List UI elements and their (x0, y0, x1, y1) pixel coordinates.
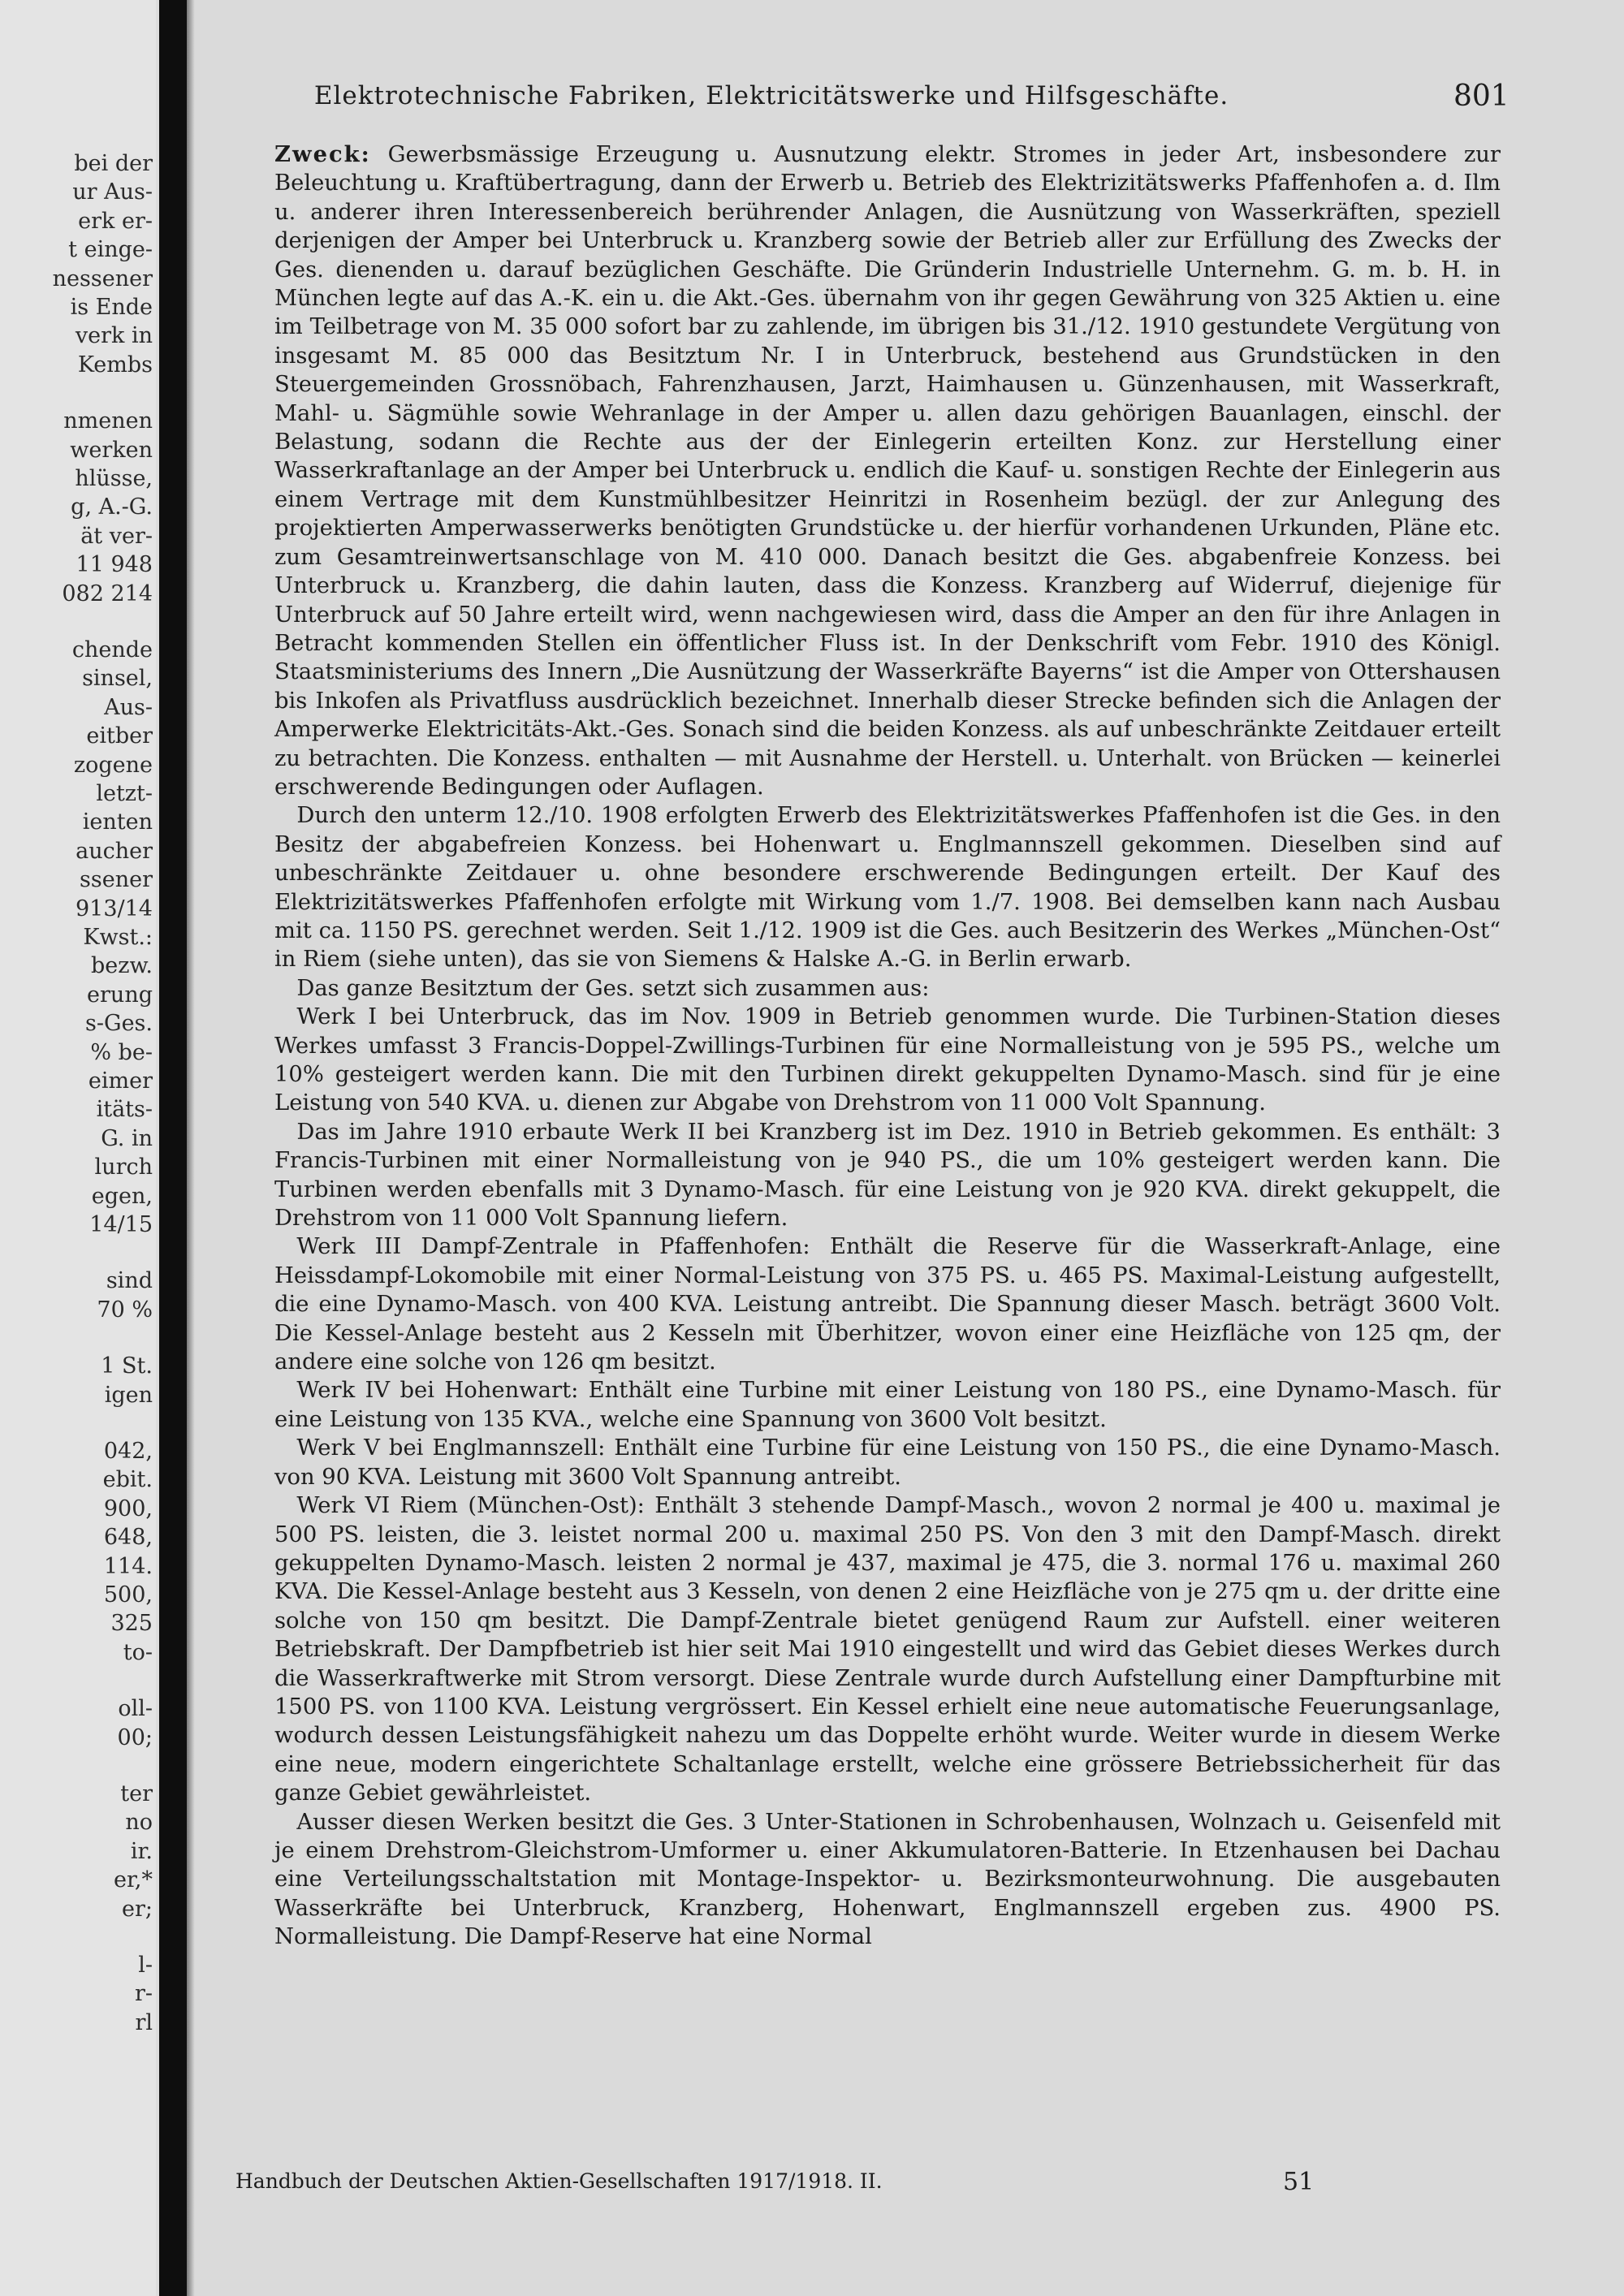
left-page-fragment: aucher (76, 838, 153, 864)
gutter-shadow (187, 0, 195, 2296)
left-page-fragment: 114. (103, 1553, 153, 1579)
left-page-fragment: nmenen (63, 408, 153, 434)
left-page-fragment: 648, (103, 1525, 153, 1551)
left-page-fragment: 042, (103, 1439, 153, 1464)
left-page-fragment: sind (106, 1268, 153, 1294)
paragraph-text: Gewerbsmässige Erzeugung u. Ausnutzung elektr. Stromes in jeder Art, insbesondere zur Beleuchtung u. Kraftübertragung, dann der Erwerb u. Betrieb des Elektrizitätswerks Pfaffenhofen a. d. Ilm u. anderer ihren Interessenbereich berührender Anlagen, die Ausnützung von Wasserkräften, speziell derjenigen der Amper bei Unterbruck u. Kranzberg sowie der Betrieb aller zur Erfüllung des Zwecks der Ges. dienenden u. darauf bezüglichen Geschäfte. Die Gründerin Industrielle Unternehm. G. m. b. H. in München legte auf das A.-K. ein u. die Akt.-Ges. übernahm von ihr gegen Gewährung von 325 Aktien u. eine im Teilbetrage von M. 35 000 sofort bar zu zahlende, im übrigen bis 31./12. 1910 gestundete Vergütung von insgesamt M. 85 000 das Besitztum Nr. I in Unterbruck, bestehend aus Grundstücken in den Steuergemeinden Grossnöbach, Fahrenzhausen, Jarzt, Haimhausen u. Günzenhausen, mit Wasserkraft, Mahl- u. Sägmühle sowie Wehranlage in der Amper u. allen dazu gehörigen Bauanlagen, einschl. der Belastung, sodann die Rechte aus der der Einlegerin erteilten Konz. zur Herstellung einer Wasserkraftanlage an der Amper bei Unterbruck u. endlich die Kauf- u. sonstigen Rechte der Einlegerin aus einem Vertrage mit dem Kunstmühlbesitzer Heinritzi in Rosenheim bezügl. der zur Anlegung des projektierten Amperwasserwerks benötigten Grundstücke u. der hierfür vorhandenen Urkunden, Pläne etc. zum Gesamtreinwertsanschlage von M. 410 000. Danach besitzt die Ges. abgabenfreie Konzess. bei Unterbruck u. Kranzberg, die dahin lauten, dass die Konzess. Kranzberg auf Widerruf, diejenige für Unterbruck auf 50 Jahre erteilt wird, wenn nachgewiesen wird, dass die Amper an den für ihre Anlagen in Betracht kommenden Stellen ein öffentlicher Fluss ist. In der Denkschrift vom Febr. 1910 des Königl. Staatsministeriums des Innern „Die Ausnützung der Wasserkräfte Bayerns“ ist die Amper von Ottershausen bis Inkofen als Privatfluss ausdrücklich bezeichnet. Innerhalb dieser Strecke befinden sich die Anlagen der Amperwerke Elektricitäts-Akt.-Ges. Sonach sind die beiden Konzess. als auf unbeschränkte Zeitdauer erteilt zu betrachten. Die Konzess. enthalten — mit Ausnahme der Herstell. u. Unterhalt. von Brücken — keinerlei erschwerende Bedingungen oder Auflagen. (274, 142, 1501, 800)
left-page-fragment: erung (87, 982, 153, 1008)
left-page-fragment: g, A.-G. (71, 494, 153, 520)
left-page-strip (0, 0, 156, 2296)
left-page-fragment: ät ver- (80, 523, 153, 549)
left-page-fragment: rl (135, 2009, 153, 2035)
footer-source: Handbuch der Deutschen Aktien-Gesellschaften 1917/1918. II. (235, 2169, 883, 2193)
left-page-fragment: 913/14 (76, 896, 153, 921)
left-page-fragment: 00; (117, 1724, 153, 1750)
left-page-fragment: 325 (110, 1611, 153, 1637)
left-page-fragment: verk in (75, 323, 153, 349)
left-page-fragment: werken (70, 437, 153, 463)
paragraph: Werk V bei Englmannszell: Enthält eine Turbine für eine Leistung von 150 PS., die eine Dynamo-Masch. von 90 KVA. Leistung mit 3600 Volt Spannung antreibt. (274, 1435, 1501, 1490)
left-page-fragment: 500, (103, 1582, 153, 1608)
left-page-fragment: egen, (91, 1183, 153, 1209)
left-page-fragment: Kembs (77, 352, 153, 378)
running-head: Elektrotechnische Fabriken, Elektricitätswerke und Hilfsgeschäfte. (313, 81, 1229, 110)
paragraph: Werk IV bei Hohenwart: Enthält eine Turbine mit einer Leistung von 180 PS., eine Dynamo-Masch. für eine Leistung von 135 KVA., welche eine Spannung von 3600 Volt besitzt. (274, 1378, 1501, 1432)
left-page-fragment: itäts- (96, 1097, 153, 1123)
left-page-fragment: lurch (94, 1154, 153, 1180)
left-page-fragment: bei der (74, 151, 153, 176)
left-page-fragment: eimer (88, 1068, 153, 1094)
paragraph: Durch den unterm 12./10. 1908 erfolgten Erwerb des Elektrizitätswerkes Pfaffenhofen ist die Ges. in den Besitz der abgabefreien Konzess. bei Hohenwart u. Englmannszell gekommen. Dieselben sind auf unbeschränkte Zeitdauer u. ohne besondere erschwerende Bedingungen erteilt. Der Kauf des Elektrizitätswerkes Pfaffenhofen erfolgte mit Wirkung vom 1./7. 1908. Bei demselben kann nach Ausbau mit ca. 1150 PS. gerechnet werden. Seit 1./12. 1909 ist die Ges. auch Besitzerin des Werkes „München-Ost“ in Riem (siehe unten), das sie von Siemens & Halske A.-G. in Berlin erwarb. (274, 803, 1501, 973)
left-page-fragment: 70 % (97, 1297, 153, 1323)
left-page-fragment: hlüsse, (75, 466, 153, 491)
left-page-fragment: % be- (90, 1039, 153, 1065)
book-gutter (159, 0, 187, 2296)
paragraph: Das im Jahre 1910 erbaute Werk II bei Kranzberg ist im Dez. 1910 in Betrieb gekommen. Es enthält: 3 Francis-Turbinen mit einer Normalleistung von je 940 PS., die um 10% gesteigert werden kann. Die Turbinen werden ebenfalls mit 3 Dynamo-Masch. für eine Leistung von je 920 KVA. direkt gekuppelt, die Drehstrom von 11 000 Volt Spannung liefern. (274, 1119, 1501, 1232)
left-page-fragment: Kwst.: (83, 925, 153, 950)
left-page-fragment: t einge- (68, 237, 153, 263)
left-page-fragment: r- (134, 1981, 153, 2007)
left-page-fragment: ssener (80, 867, 153, 893)
left-page-fragment: 11 948 (76, 552, 153, 578)
zweck-label: Zweck: (274, 141, 371, 167)
left-page-fragment: no (125, 1810, 153, 1836)
left-page-fragment: igen (104, 1382, 153, 1408)
left-page-fragment: 900, (103, 1495, 153, 1521)
paragraph: Werk I bei Unterbruck, das im Nov. 1909 in Betrieb genommen wurde. Die Turbinen-Station dieses Werkes umfasst 3 Francis-Doppel-Zwillings-Turbinen für eine Normalleistung von je 595 PS., welche um 10% gesteigert werden kann. Die mit den Turbinen direkt gekuppelten Dynamo-Masch. sind für je eine Leistung von 540 KVA. u. dienen zur Abgabe von Drehstrom von 11 000 Volt Spannung. (274, 1004, 1501, 1116)
left-page-fragment: s-Ges. (85, 1011, 153, 1037)
left-page-fragment: ienten (82, 809, 153, 835)
left-page-fragment: nessener (52, 265, 153, 291)
left-page-fragment: 14/15 (89, 1212, 153, 1237)
left-page-fragment: 082 214 (62, 580, 153, 606)
left-page-fragment: er; (122, 1896, 153, 1922)
left-page-fragment: oll- (118, 1696, 153, 1722)
paragraph: Ausser diesen Werken besitzt die Ges. 3 Unter-Stationen in Schrobenhausen, Wolnzach u. Geisenfeld mit je einem Drehstrom-Gleichstrom-Umformer u. einer Akkumulatoren-Batterie. In Etzenhausen bei Dachau eine Verteilungsschaltstation mit Montage-Inspektor- u. Bezirksmonteurwohnung. Die ausgebauten Wasserkräfte bei Unterbruck, Kranzberg, Hohenwart, Englmannszell ergeben zus. 4900 PS. Normalleistung. Die Dampf-Reserve hat eine Normal (274, 1809, 1501, 1950)
left-page-fragment: 1 St. (101, 1353, 153, 1379)
left-page-fragment: ebit. (102, 1467, 153, 1493)
paragraph: Werk III Dampf-Zentrale in Pfaffenhofen: Enthält die Reserve für die Wasserkraft-Anlage, eine Heissdampf-Lokomobile mit einer Normal-Leistung von 375 PS. u. 465 PS. Maximal-Leistung aufgestellt, die eine Dynamo-Masch. von 400 KVA. Leistung antreibt. Die Spannung dieser Masch. beträgt 3600 Volt. Die Kessel-Anlage besteht aus 2 Kesseln mit Überhitzer, wovon einer eine Heizfläche von 125 qm, der andere eine solche von 126 qm besitzt. (274, 1234, 1501, 1375)
left-page-fragment: l- (138, 1953, 153, 1978)
left-page-fragment: ir. (130, 1838, 153, 1864)
left-page-fragment: chende (71, 637, 153, 662)
left-page-fragment: ur Aus- (72, 179, 153, 205)
left-page-fragment: ter (120, 1781, 153, 1806)
left-page-fragment: er,* (113, 1867, 153, 1893)
left-page-fragment: Aus- (104, 694, 153, 720)
left-page-fragment: sinsel, (82, 666, 153, 692)
footer-signature: 51 (1283, 2168, 1315, 2196)
page-number: 801 (1453, 80, 1510, 113)
paragraph: Werk VI Riem (München-Ost): Enthält 3 stehende Dampf-Masch., wovon 2 normal je 400 u. maximal je 500 PS. leisten, die 3. leistet normal 200 u. maximal 250 PS. Von den 3 mit den Dampf-Masch. direkt gekuppelten Dynamo-Masch. leisten 2 normal je 437, maximal je 475, die 3. normal 176 u. maximal 260 KVA. Die Kessel-Anlage besteht aus 3 Kesseln, von denen 2 eine Heizfläche von je 275 qm u. der dritte eine solche von 150 qm besitzt. Die Dampf-Zentrale bietet genügend Raum zur Aufstell. einer weiteren Betriebskraft. Der Dampfbetrieb ist hier seit Mai 1910 eingestellt und wird das Gebiet dieses Werkes durch die Wasserkraftwerke mit Strom versorgt. Diese Zentrale wurde durch Aufstellung einer Dampfturbine mit 1500 PS. von 1100 KVA. Leistung vergrössert. Ein Kessel erhielt eine neue automatische Feuerungsanlage, wodurch dessen Leistungsfähigkeit nahezu um das Doppelte erhöht wurde. Weiter wurde in diesem Werke eine neue, modern eingerichtete Schaltanlage erstellt, welche eine grössere Betriebssicherheit für das ganze Gebiet gewährleistet. (274, 1493, 1501, 1806)
body-text (274, 140, 1501, 1952)
left-page-fragment: zogene (73, 752, 153, 778)
left-page-fragment: G. in (101, 1125, 153, 1151)
left-page-fragment: bezw. (91, 953, 153, 979)
paragraph-zweck (274, 140, 1501, 801)
left-page-fragment: eitber (86, 723, 153, 749)
paragraph: Das ganze Besitztum der Ges. setzt sich zusammen aus: (296, 975, 930, 1001)
left-page-fragment: to- (123, 1639, 153, 1665)
left-page-fragment: is Ende (70, 295, 153, 320)
left-page-fragment: erk er- (78, 208, 153, 234)
left-page-fragment: letzt- (96, 781, 153, 806)
